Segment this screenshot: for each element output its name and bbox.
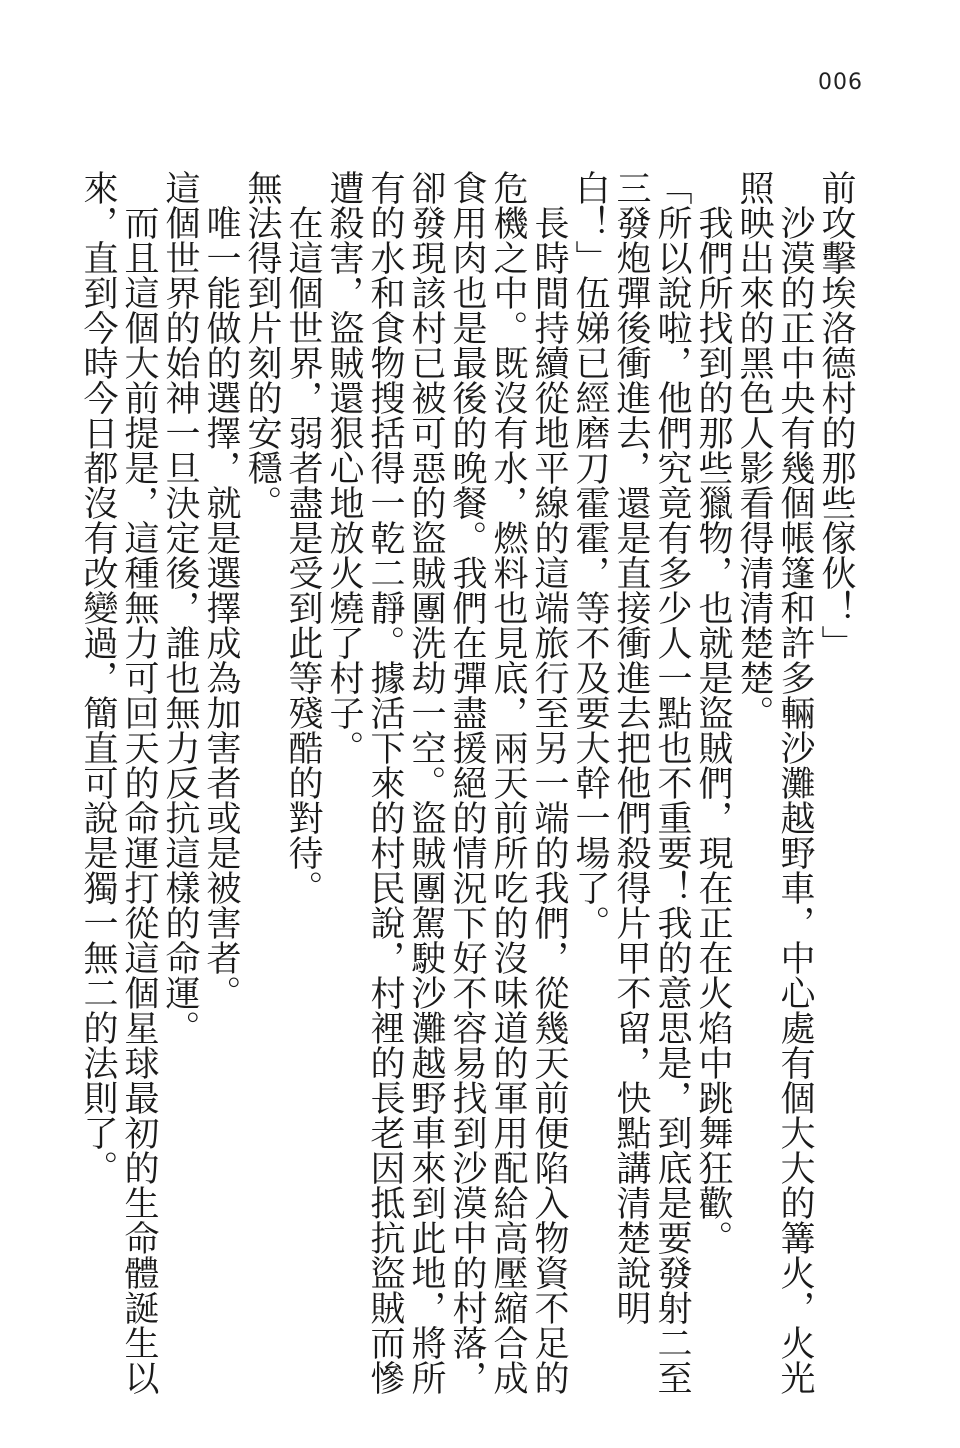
paragraph: 而且這個大前提是，這種無力可回天的命運打從這個星球最初的生命體誕生以來，直到今時今日都沒有改變過，簡直可說是獨一無二的法則了。 (78, 170, 159, 1395)
paragraph: 在這個世界，弱者盡是受到此等殘酷的對待。 (283, 205, 323, 905)
paragraph: 這個世界的始神一旦決定後，誰也無力反抗這樣的命運。 (160, 170, 200, 1045)
vertical-text-body (78, 170, 856, 1400)
paragraph: 長時間持續從地平線的這端旅行至另一端的我們，從幾天前便陷入物資不足的危機之中。既沒有水，燃料也見底，兩天前所吃的沒味道的軍用配給高壓縮合成食用肉也是最後的晚餐。我們在彈盡援絕的情況下好不容易找到沙漠中的村落，卻發現該村已被可惡的盜賊團洗劫一空。盜賊團駕駛沙灘越野車來到此地，將所有的水和食物搜括得一乾二靜。據活下來的村民說，村裡的長老因抵抗盜賊而慘遭殺害，盜賊還狠心地放火燒了村子。 (324, 170, 569, 1395)
paragraph: 「所以說啦，他們究竟有多少人一點也不重要！我的意思是，到底是要發射二至三發炮彈後衝進去，還是直接衝進去把他們殺得片甲不留，快點講清楚說明白！」伍娣已經磨刀霍霍，等不及要大幹一場了。 (570, 170, 692, 1395)
paragraph: 我們所找到的那些獵物，也就是盜賊們，現在正在火焰中跳舞狂歡。 (693, 205, 733, 1255)
paragraph: 沙漠的正中央有幾個帳篷和許多輛沙灘越野車，中心處有個大大的篝火，火光照映出來的黑色人影看得清清楚楚。 (734, 170, 815, 1395)
paragraph: 無法得到片刻的安穩。 (242, 170, 282, 520)
page-number: 006 (818, 70, 863, 95)
paragraph: 唯一能做的選擇，就是選擇成為加害者或是被害者。 (201, 205, 241, 1010)
paragraph: 前攻擊埃洛德村的那些傢伙！」 (816, 170, 856, 660)
